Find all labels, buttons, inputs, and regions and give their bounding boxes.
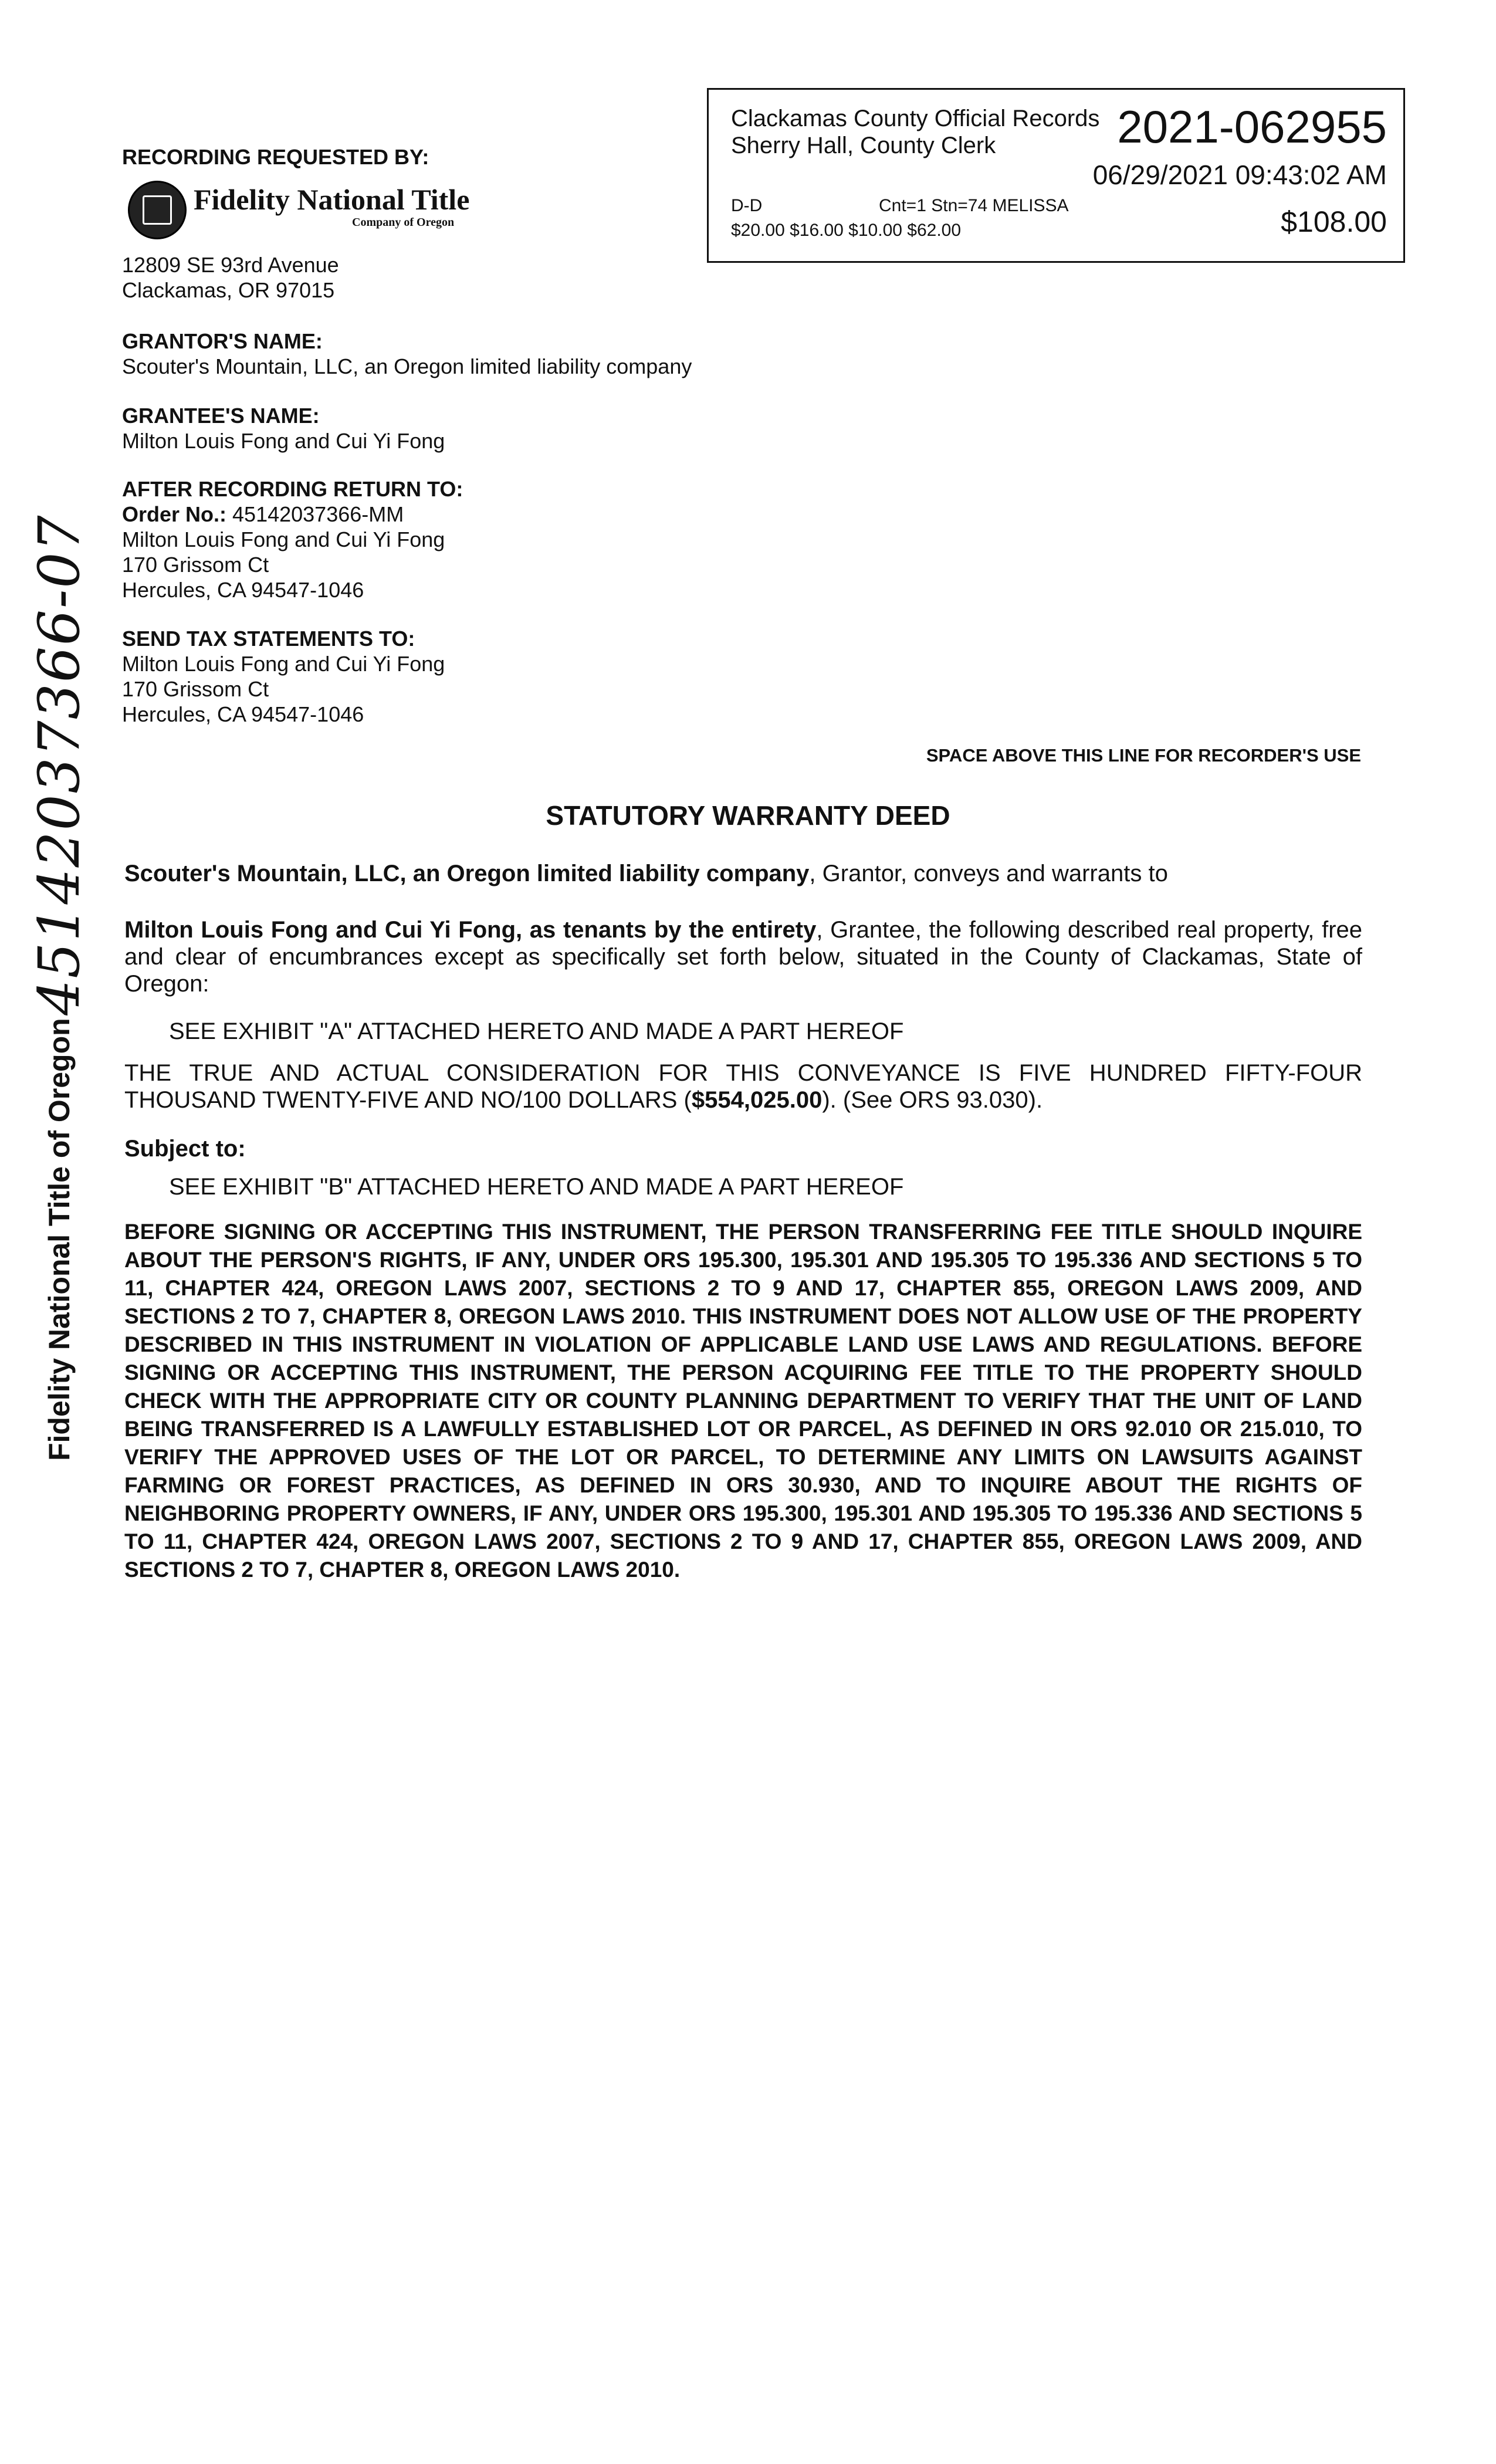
consideration-tail: ). (See ORS 93.030). (822, 1087, 1043, 1113)
fidelity-logo (128, 180, 539, 244)
logo-company-name: Fidelity National Title (194, 183, 470, 216)
return-to-address-line1: 170 Grissom Ct (122, 553, 269, 577)
grantor-conveys-name: Scouter's Mountain, LLC, an Oregon limited liability company (124, 861, 810, 886)
recorded-datetime: 06/29/2021 09:43:02 AM (1092, 160, 1387, 190)
side-stamp-handwritten-number: 45142037366-07 (26, 514, 92, 1016)
order-number-label: Order No.: (122, 502, 227, 526)
consideration-amount: $554,025.00 (691, 1087, 823, 1113)
logo-company-sub: Company of Oregon (352, 216, 455, 229)
recording-counts: Cnt=1 Stn=74 MELISSA (879, 196, 1069, 215)
document-code: D-D (731, 196, 763, 215)
tax-statements-label: SEND TAX STATEMENTS TO: (122, 627, 415, 651)
grantor-label: GRANTOR'S NAME: (122, 329, 323, 353)
recording-requested-label: RECORDING REQUESTED BY: (122, 145, 429, 169)
order-number: 45142037366-MM (232, 502, 404, 526)
grantor-name: Scouter's Mountain, LLC, an Oregon limited liability company (122, 354, 692, 378)
consideration-text: THE TRUE AND ACTUAL CONSIDERATION FOR THIS CONVEYANCE IS FIVE HUNDRED FIFTY-FOUR THOUSAND TWENTY-FIVE AND NO/100 DOLLARS ( (124, 1060, 1362, 1113)
side-stamp-company: Fidelity National Title of Oregon (43, 1018, 76, 1461)
tax-statements-address-line2: Hercules, CA 94547-1046 (122, 702, 364, 726)
county-clerk-label: Sherry Hall, County Clerk (731, 133, 996, 158)
document-number: 2021-062955 (1117, 101, 1387, 153)
county-records-label: Clackamas County Official Records (731, 106, 1100, 131)
after-recording-label: AFTER RECORDING RETURN TO: (122, 477, 463, 501)
grantee-name: Milton Louis Fong and Cui Yi Fong (122, 429, 445, 453)
grantee-property-text: , Grantee, the following described real property, free and clear of encumbrances except as specifically set forth below, situated in the County of Clackamas, State of Oregon: (124, 917, 1363, 997)
tax-statements-name: Milton Louis Fong and Cui Yi Fong (122, 652, 445, 676)
grantee-label: GRANTEE'S NAME: (122, 404, 320, 428)
grantor-conveys-paragraph (124, 860, 1362, 887)
recorder-space-note: SPACE ABOVE THIS LINE FOR RECORDER'S USE (926, 745, 1361, 766)
consideration-paragraph (124, 1060, 1362, 1113)
tax-statements-address-line1: 170 Grissom Ct (122, 677, 269, 701)
recorder-stamp-box (707, 88, 1405, 263)
statutory-notice: BEFORE SIGNING OR ACCEPTING THIS INSTRUMENT, THE PERSON TRANSFERRING FEE TITLE SHOULD INQUIRE ABOUT THE PERSON'S RIGHTS, IF ANY, UNDER ORS 195.300, 195.301 AND 195.305 TO 195.336 AND SECTIONS 5 TO 11, CHAPTER 424, OREGON LAWS 2007, SECTIONS 2 TO 9 AND 17, CHAPTER 855, OREGON LAWS 2009, AND SECTIONS 2 TO 7, CHAPTER 8, OREGON LAWS 2010. THIS INSTRUMENT DOES NOT ALLOW USE OF THE PROPERTY DESCRIBED IN THIS INSTRUMENT IN VIOLATION OF APPLICABLE LAND USE LAWS AND REGULATIONS. BEFORE SIGNING OR ACCEPTING THIS INSTRUMENT, THE PERSON ACQUIRING FEE TITLE TO THE PROPERTY SHOULD CHECK WITH THE APPROPRIATE CITY OR COUNTY PLANNING DEPARTMENT TO VERIFY THAT THE UNIT OF LAND BEING TRANSFERRED IS A LAWFULLY ESTABLISHED LOT OR PARCEL, AS DEFINED IN ORS 92.010 OR 215.010, TO VERIFY THE APPROVED USES OF THE LOT OR PARCEL, TO DETERMINE ANY LIMITS ON LAWSUITS AGAINST FARMING OR FOREST PRACTICES, AS DEFINED IN ORS 30.930, AND TO INQUIRE ABOUT THE RIGHTS OF NEIGHBORING PROPERTY OWNERS, IF ANY, UNDER ORS 195.300, 195.301 AND 195.305 TO 195.336 AND SECTIONS 5 TO 11, CHAPTER 424, OREGON LAWS 2007, SECTIONS 2 TO 9 AND 17, CHAPTER 855, OREGON LAWS 2009, AND SECTIONS 2 TO 7, CHAPTER 8, OREGON LAWS 2010. (124, 1220, 1362, 1582)
return-to-address-line2: Hercules, CA 94547-1046 (122, 578, 364, 602)
company-seal-icon (128, 181, 187, 239)
grantor-conveys-text: , Grantor, conveys and warrants to (809, 861, 1168, 886)
fee-total: $108.00 (1281, 205, 1387, 238)
exhibit-b-reference: SEE EXHIBIT "B" ATTACHED HERETO AND MADE A PART HEREOF (169, 1174, 904, 1200)
grantee-vesting: Milton Louis Fong and Cui Yi Fong, as tenants by the entirety (124, 917, 817, 943)
exhibit-a-reference: SEE EXHIBIT "A" ATTACHED HERETO AND MADE A PART HEREOF (169, 1018, 904, 1044)
fee-breakdown: $20.00 $16.00 $10.00 $62.00 (731, 221, 962, 240)
requester-address-line2: Clackamas, OR 97015 (122, 278, 335, 302)
subject-to-label: Subject to: (124, 1136, 246, 1162)
side-order-stamp (26, 514, 103, 1461)
order-number-line (122, 502, 404, 527)
return-to-name: Milton Louis Fong and Cui Yi Fong (122, 527, 445, 551)
grantee-paragraph (124, 916, 1362, 997)
requester-address-line1: 12809 SE 93rd Avenue (122, 253, 339, 277)
deed-title: STATUTORY WARRANTY DEED (546, 800, 950, 831)
